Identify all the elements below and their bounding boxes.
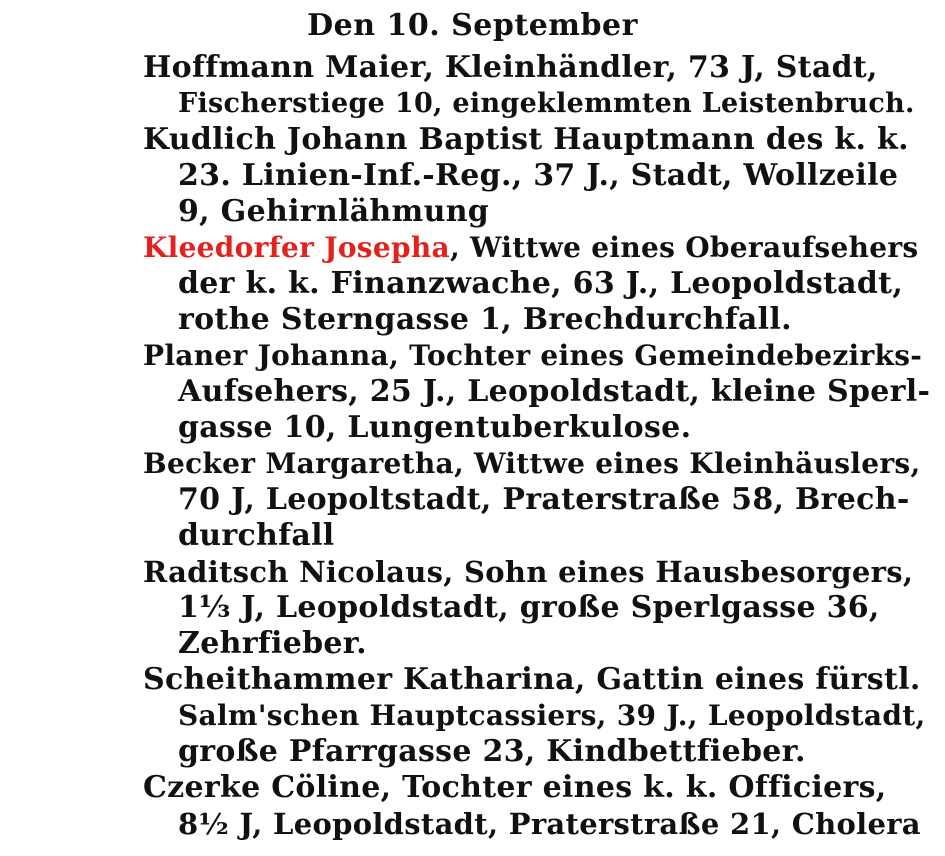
entry-planer-line-2: Aufsehers, 25 J., Leopoldstadt, kleine Sperl- (178, 374, 931, 409)
entry-kleedorfer-line-1 (143, 230, 918, 266)
highlighted-name: Kleedorfer Josepha (143, 231, 450, 264)
entry-raditsch-line-1: Raditsch Nicolaus, Sohn eines Hausbesorgers, (143, 555, 914, 589)
entry-scheithammer-line-1: Scheithammer Katharina, Gattin eines fürstl. (143, 662, 921, 697)
entry-czerke-line-1: Czerke Cöline, Tochter eines k. k. Officiers, (143, 770, 887, 805)
entry-kudlich-line-3: 9, Gehirnlähmung (178, 194, 490, 229)
entry-hoffmann-line-2: Fischerstiege 10, eingeklemmten Leistenbruch. (178, 88, 915, 119)
entry-scheithammer-line-3: große Pfarrgasse 23, Kindbettfieber. (178, 734, 806, 769)
entry-planer-line-3: gasse 10, Lungentuberkulose. (178, 410, 692, 445)
entry-hoffmann-line-1: Hoffmann Maier, Kleinhändler, 73 J, Stadt, (143, 50, 878, 85)
entry-becker-line-3: durchfall (178, 518, 335, 553)
date-heading: Den 10. September (307, 8, 638, 43)
entry-raditsch-line-2: 1⅓ J, Leopoldstadt, große Sperlgasse 36, (178, 590, 880, 625)
entry-raditsch-line-3: Zehrfieber. (178, 626, 367, 661)
entry-kleedorfer-line-2: der k. k. Finanzwache, 63 J., Leopoldstadt, (178, 266, 904, 301)
entry-kleedorfer-line-1-rest: , Wittwe eines Oberaufsehers (449, 231, 919, 264)
entry-kudlich-line-2: 23. Linien-Inf.-Reg., 37 J., Stadt, Wollzeile (178, 158, 899, 193)
entry-planer-line-1: Planer Johanna, Tochter eines Gemeindebezirks- (143, 339, 923, 372)
entry-scheithammer-line-2: Salm'schen Hauptcassiers, 39 J., Leopoldstadt, (178, 699, 926, 732)
entry-kleedorfer-line-3: rothe Sterngasse 1, Brechdurchfall. (178, 302, 792, 337)
entry-becker-line-2: 70 J, Leopoltstadt, Praterstraße 58, Brech- (178, 482, 910, 517)
entry-kudlich-line-1: Kudlich Johann Baptist Hauptmann des k. k. (143, 122, 909, 157)
entry-becker-line-1: Becker Margaretha, Wittwe eines Kleinhäuslers, (143, 447, 921, 480)
entry-czerke-line-2: 8½ J, Leopoldstadt, Praterstraße 21, Cholera (178, 807, 921, 841)
